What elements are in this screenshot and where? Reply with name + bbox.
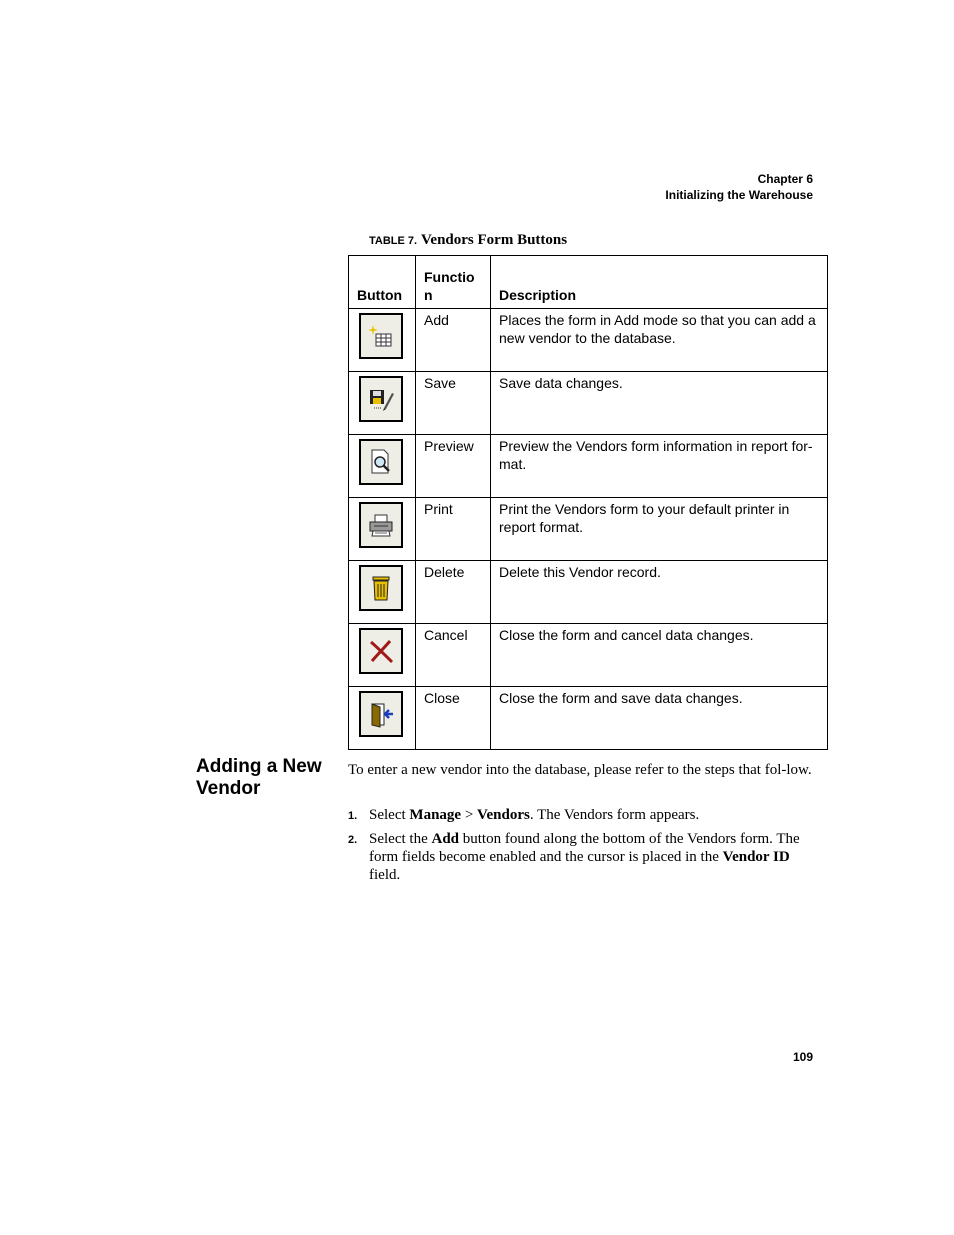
list-item xyxy=(348,806,818,824)
column-header-description: Description xyxy=(491,256,828,309)
table-row xyxy=(349,687,828,750)
step-text-part: button found along the bottom of the Vendors form. The form fields become enabled and the cursor is placed in the xyxy=(369,831,800,865)
button-cell xyxy=(349,687,416,750)
description-cell: Close the form and save data changes. xyxy=(491,687,828,750)
step-text xyxy=(369,830,818,884)
step-number: 2. xyxy=(348,834,358,846)
button-cell xyxy=(349,309,416,372)
menu-item-name: Vendors xyxy=(477,807,530,823)
button-cell xyxy=(349,435,416,498)
button-cell xyxy=(349,624,416,687)
step-text-part: Select the xyxy=(369,831,432,847)
close-icon xyxy=(366,699,396,729)
section-heading-text: Adding a New Vendor xyxy=(196,756,322,799)
intro-paragraph: To enter a new vendor into the database, please refer to the steps that fol-low. xyxy=(348,762,812,778)
list-item xyxy=(348,830,818,884)
step-text-part: . The Vendors form appears. xyxy=(529,807,700,823)
save-icon xyxy=(366,384,396,414)
table-caption-title: Vendors Form Buttons xyxy=(420,232,568,248)
delete-icon xyxy=(366,573,396,603)
table-caption xyxy=(369,231,567,249)
column-header-function: Functio n xyxy=(416,256,491,309)
chapter-number: Chapter 6 xyxy=(757,172,813,186)
button-cell xyxy=(349,372,416,435)
step-text-part: > xyxy=(461,807,478,823)
description-cell: Close the form and cancel data changes. xyxy=(491,624,828,687)
print-icon xyxy=(366,510,396,540)
function-cell: Cancel xyxy=(416,624,491,687)
running-header xyxy=(665,171,813,203)
field-name: Vendor ID xyxy=(722,849,790,865)
table-row xyxy=(349,498,828,561)
step-number: 1. xyxy=(348,810,358,822)
close-button-image xyxy=(359,691,403,737)
preview-button-image xyxy=(359,439,403,485)
cancel-button-image xyxy=(359,628,403,674)
add-icon xyxy=(366,321,396,351)
table-header-row xyxy=(349,256,828,309)
description-cell: Print the Vendors form to your default printer in report format. xyxy=(491,498,828,561)
function-cell: Preview xyxy=(416,435,491,498)
menu-name: Manage xyxy=(409,807,462,823)
description-cell: Preview the Vendors form information in report for-mat. xyxy=(491,435,828,498)
vendors-form-buttons-table xyxy=(348,255,828,750)
function-cell: Add xyxy=(416,309,491,372)
function-cell: Delete xyxy=(416,561,491,624)
table-row xyxy=(349,561,828,624)
preview-icon xyxy=(366,447,396,477)
table-row xyxy=(349,372,828,435)
table-row xyxy=(349,624,828,687)
description-cell: Places the form in Add mode so that you can add a new vendor to the database. xyxy=(491,309,828,372)
column-header-button: Button xyxy=(349,256,416,309)
table-row xyxy=(349,309,828,372)
description-cell: Delete this Vendor record. xyxy=(491,561,828,624)
section-heading xyxy=(196,756,331,800)
function-cell: Print xyxy=(416,498,491,561)
description-cell: Save data changes. xyxy=(491,372,828,435)
function-cell: Close xyxy=(416,687,491,750)
button-cell xyxy=(349,561,416,624)
step-text-part: Select xyxy=(369,807,410,823)
cancel-icon xyxy=(366,636,396,666)
step-text xyxy=(369,806,818,824)
delete-button-image xyxy=(359,565,403,611)
step-text-part: field. xyxy=(369,867,401,883)
table-caption-label: TABLE 7. xyxy=(369,235,418,247)
print-button-image xyxy=(359,502,403,548)
function-cell: Save xyxy=(416,372,491,435)
save-button-image xyxy=(359,376,403,422)
button-name: Add xyxy=(431,831,460,847)
add-button-image xyxy=(359,313,403,359)
chapter-title: Initializing the Warehouse xyxy=(665,188,813,202)
page-number: 109 xyxy=(792,1050,813,1064)
table-row xyxy=(349,435,828,498)
button-cell xyxy=(349,498,416,561)
